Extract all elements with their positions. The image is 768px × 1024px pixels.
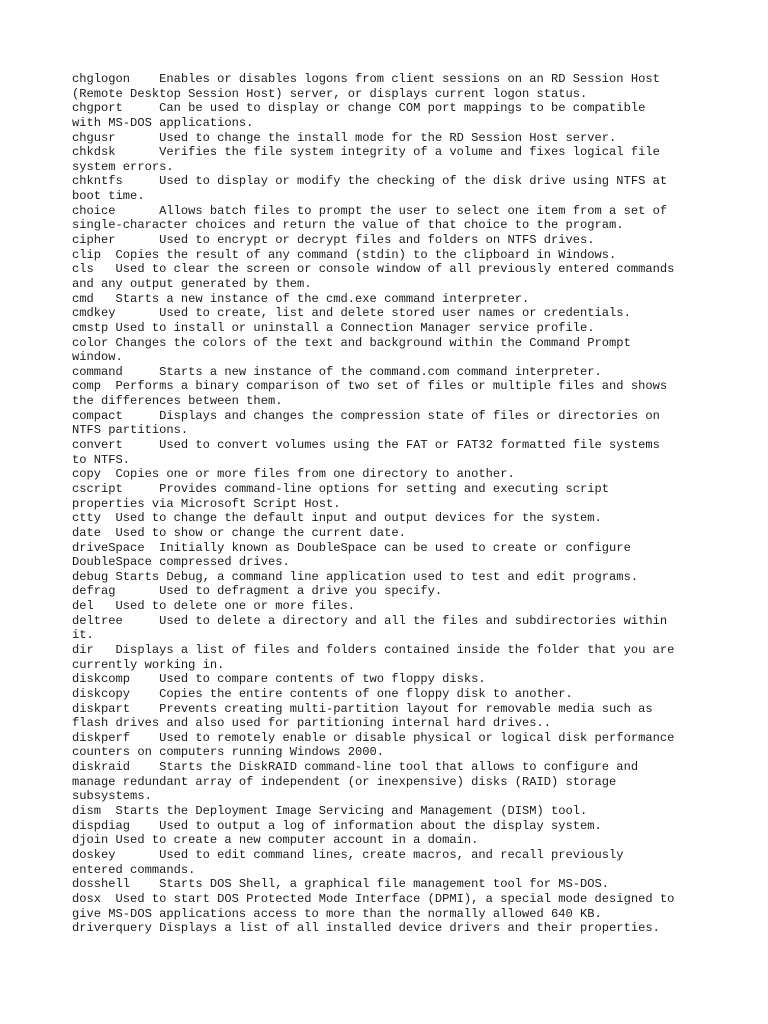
text-line: driveSpace Initially known as DoubleSpace can be used to create or configure xyxy=(72,540,631,555)
text-line: diskperf Used to remotely enable or disable physical or logical disk performance xyxy=(72,730,675,745)
text-line: command Starts a new instance of the command.com command interpreter. xyxy=(72,364,602,379)
text-line: chgusr Used to change the install mode for the RD Session Host server. xyxy=(72,130,617,145)
text-line: date Used to show or change the current date. xyxy=(72,525,406,540)
text-line: cipher Used to encrypt or decrypt files and folders on NTFS drives. xyxy=(72,233,595,248)
text-line: NTFS partitions. xyxy=(72,423,189,438)
text-line: it. xyxy=(72,628,94,643)
text-line: dosx Used to start DOS Protected Mode Interface (DPMI), a special mode designed to xyxy=(72,891,675,906)
text-line: driverquery Displays a list of all installed device drivers and their properties. xyxy=(72,921,660,936)
text-line: debug Starts Debug, a command line application used to test and edit programs. xyxy=(72,569,639,584)
text-line: entered commands. xyxy=(72,862,196,877)
text-line: window. xyxy=(72,350,123,365)
text-line: and any output generated by them. xyxy=(72,276,312,291)
text-line: system errors. xyxy=(72,159,174,174)
text-line: djoin Used to create a new computer account in a domain. xyxy=(72,833,479,848)
text-line: deltree Used to delete a directory and all the files and subdirectories within xyxy=(72,613,668,628)
text-line: compact Displays and changes the compression state of files or directories on xyxy=(72,408,660,423)
text-line: subsystems. xyxy=(72,789,152,804)
text-line: flash drives and also used for partitioning internal hard drives.. xyxy=(72,716,551,731)
text-line: dism Starts the Deployment Image Servicing and Management (DISM) tool. xyxy=(72,804,588,819)
text-line: properties via Microsoft Script Host. xyxy=(72,496,341,511)
text-line: cmstp Used to install or uninstall a Connection Manager service profile. xyxy=(72,320,595,335)
text-line: clip Copies the result of any command (stdin) to the clipboard in Windows. xyxy=(72,247,617,262)
text-line: diskraid Starts the DiskRAID command-line tool that allows to configure and xyxy=(72,760,639,775)
text-line: dispdiag Used to output a log of information about the display system. xyxy=(72,818,602,833)
text-line: choice Allows batch files to prompt the user to select one item from a set of xyxy=(72,203,668,218)
text-line: to NTFS. xyxy=(72,452,131,467)
text-line: chkntfs Used to display or modify the checking of the disk drive using NTFS at xyxy=(72,174,668,189)
text-line: chgport Can be used to display or change COM port mappings to be compatible xyxy=(72,101,646,116)
text-line: color Changes the colors of the text and background within the Command Prompt xyxy=(72,335,631,350)
text-line: dir Displays a list of files and folders contained inside the folder that you are xyxy=(72,642,675,657)
text-line: (Remote Desktop Session Host) server, or displays current logon status. xyxy=(72,86,588,101)
text-line: del Used to delete one or more files. xyxy=(72,599,356,614)
text-line: comp Performs a binary comparison of two set of files or multiple files and shows xyxy=(72,379,668,394)
text-line: diskpart Prevents creating multi-partition layout for removable media such as xyxy=(72,701,653,716)
document-page xyxy=(72,72,700,936)
text-line: manage redundant array of independent (or inexpensive) disks (RAID) storage xyxy=(72,774,617,789)
text-line: copy Copies one or more files from one directory to another. xyxy=(72,467,515,482)
text-line: with MS-DOS applications. xyxy=(72,115,254,130)
text-line: give MS-DOS applications access to more than the normally allowed 640 KB. xyxy=(72,906,602,921)
command-reference-list xyxy=(72,72,700,936)
text-line: counters on computers running Windows 2000. xyxy=(72,745,385,760)
text-line: ctty Used to change the default input and output devices for the system. xyxy=(72,511,602,526)
text-line: diskcopy Copies the entire contents of one floppy disk to another. xyxy=(72,686,573,701)
text-line: diskcomp Used to compare contents of two floppy disks. xyxy=(72,672,486,687)
text-line: cmd Starts a new instance of the cmd.exe command interpreter. xyxy=(72,291,530,306)
text-line: the differences between them. xyxy=(72,394,283,409)
text-line: dosshell Starts DOS Shell, a graphical file management tool for MS-DOS. xyxy=(72,877,610,892)
text-line: cmdkey Used to create, list and delete stored user names or credentials. xyxy=(72,306,631,321)
text-line: chkdsk Verifies the file system integrity of a volume and fixes logical file xyxy=(72,145,660,160)
text-line: convert Used to convert volumes using the FAT or FAT32 formatted file systems xyxy=(72,438,660,453)
text-line: doskey Used to edit command lines, create macros, and recall previously xyxy=(72,847,624,862)
text-line: defrag Used to defragment a drive you specify. xyxy=(72,584,443,599)
text-line: currently working in. xyxy=(72,657,225,672)
text-line: cls Used to clear the screen or console window of all previously entered commands xyxy=(72,262,675,277)
text-line: boot time. xyxy=(72,189,145,204)
text-line: chglogon Enables or disables logons from client sessions on an RD Session Host xyxy=(72,72,660,86)
text-line: DoubleSpace compressed drives. xyxy=(72,555,290,570)
text-line: cscript Provides command-line options for setting and executing script xyxy=(72,481,610,496)
text-line: single-character choices and return the value of that choice to the program. xyxy=(72,218,624,233)
